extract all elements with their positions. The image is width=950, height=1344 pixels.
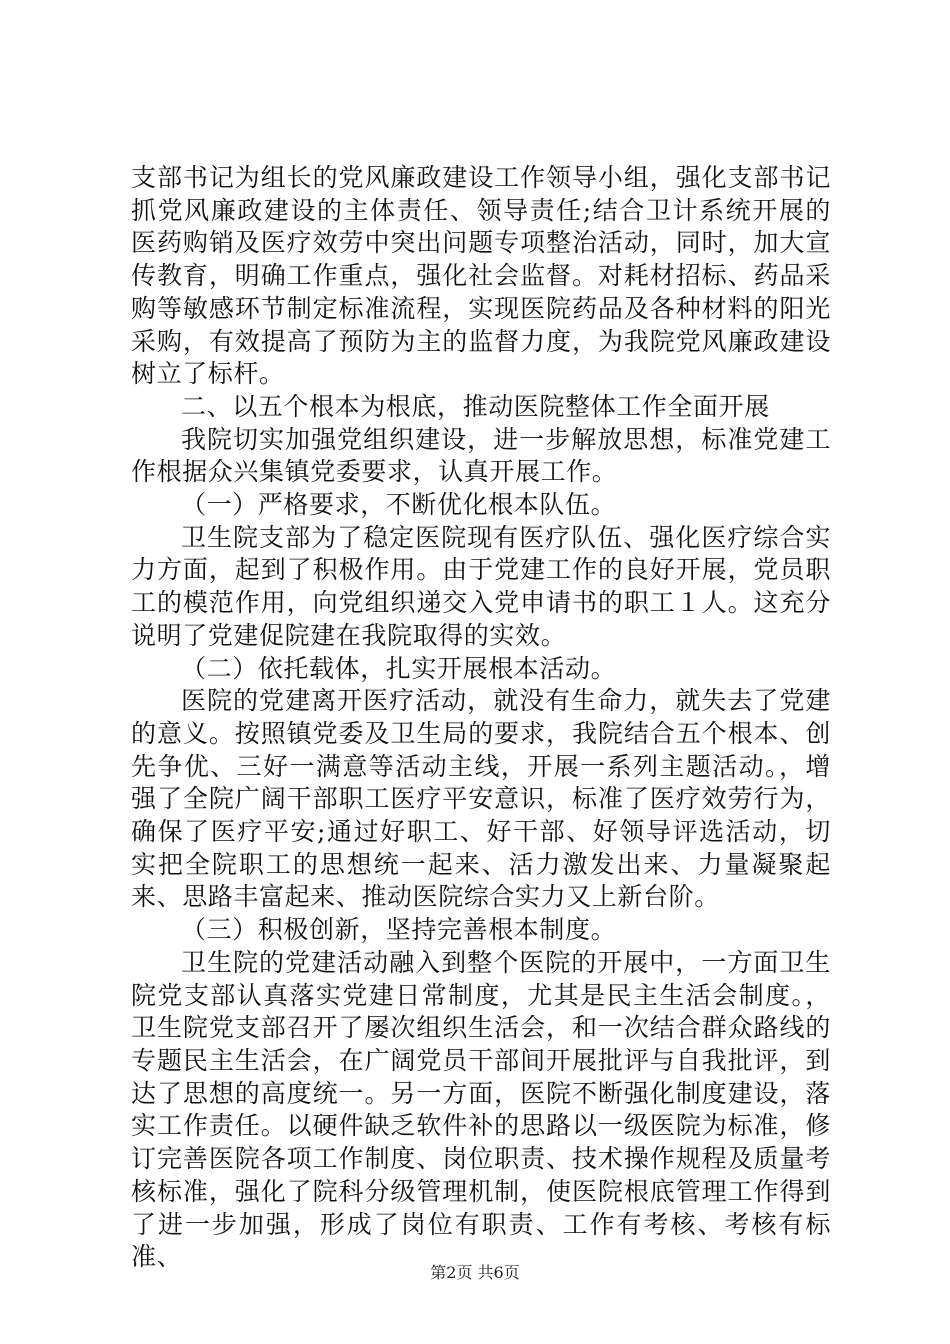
subsection-heading: （一）严格要求，不断优化根本队伍。 [181, 490, 617, 520]
paragraph-continued: 支部书记为组长的党风廉政建设工作领导小组，强化支部书记抓党风廉政建设的主体责任、领导责任;结合卫计系统开展的医药购销及医疗效劳中突出问题专项整治活动，同时，加大宣传教育，明确工作重点，强化社会监督。对耗材招标、药品采购等敏感环节制定标准流程，实现医院药品及各种材料的阳光采购，有效提高了预防为主的监督力度，为我院党风廉政建设树立了标杆。 [131, 163, 831, 389]
page-number-footer: 第2页 共6页 [430, 1263, 520, 1282]
subsection-heading: （二）依托载体，扎实开展根本活动。 [181, 653, 617, 683]
document-body [131, 162, 831, 1274]
paragraph: 卫生院的党建活动融入到整个医院的开展中，一方面卫生院党支部认真落实党建日常制度，尤其是民主生活会制度。，卫生院党支部召开了屡次组织生活会，和一次结合群众路线的专题民主生活会，在广阔党员干部间开展批评与自我批评，到达了思想的高度统一。另一方面，医院不断强化制度建设，落实工作责任。以硬件缺乏软件补的思路以一级医院为标准，修订完善医院各项工作制度、岗位职责、技术操作规程及质量考核标准，强化了院科分级管理机制，使医院根底管理工作得到了进一步加强，形成了岗位有职责、工作有考核、考核有标准、 [131, 947, 831, 1272]
paragraph: 我院切实加强党组织建设，进一步解放思想，标准党建工作根据众兴集镇党委要求，认真开展工作。 [131, 424, 831, 487]
subsection-heading: （三）积极创新，坚持完善根本制度。 [181, 915, 617, 945]
paragraph: 卫生院支部为了稳定医院现有医疗队伍、强化医疗综合实力方面，起到了积极作用。由于党建工作的良好开展，党员职工的模范作用，向党组织递交入党申请书的职工１人。这充分说明了党建促院建在我院取得的实效。 [131, 522, 831, 650]
section-heading: 二、以五个根本为根底，推动医院整体工作全面开展 [181, 391, 770, 421]
paragraph: 医院的党建离开医疗活动，就没有生命力，就失去了党建的意义。按照镇党委及卫生局的要求，我院结合五个根本、创先争优、三好一满意等活动主线，开展一系列主题活动。，增强了全院广阔干部职工医疗平安意识，标准了医疗效劳行为，确保了医疗平安;通过好职工、好干部、好领导评选活动，切实把全院职工的思想统一起来、活力激发出来、力量凝聚起来、思路丰富起来、推动医院综合实力又上新台阶。 [131, 686, 831, 912]
